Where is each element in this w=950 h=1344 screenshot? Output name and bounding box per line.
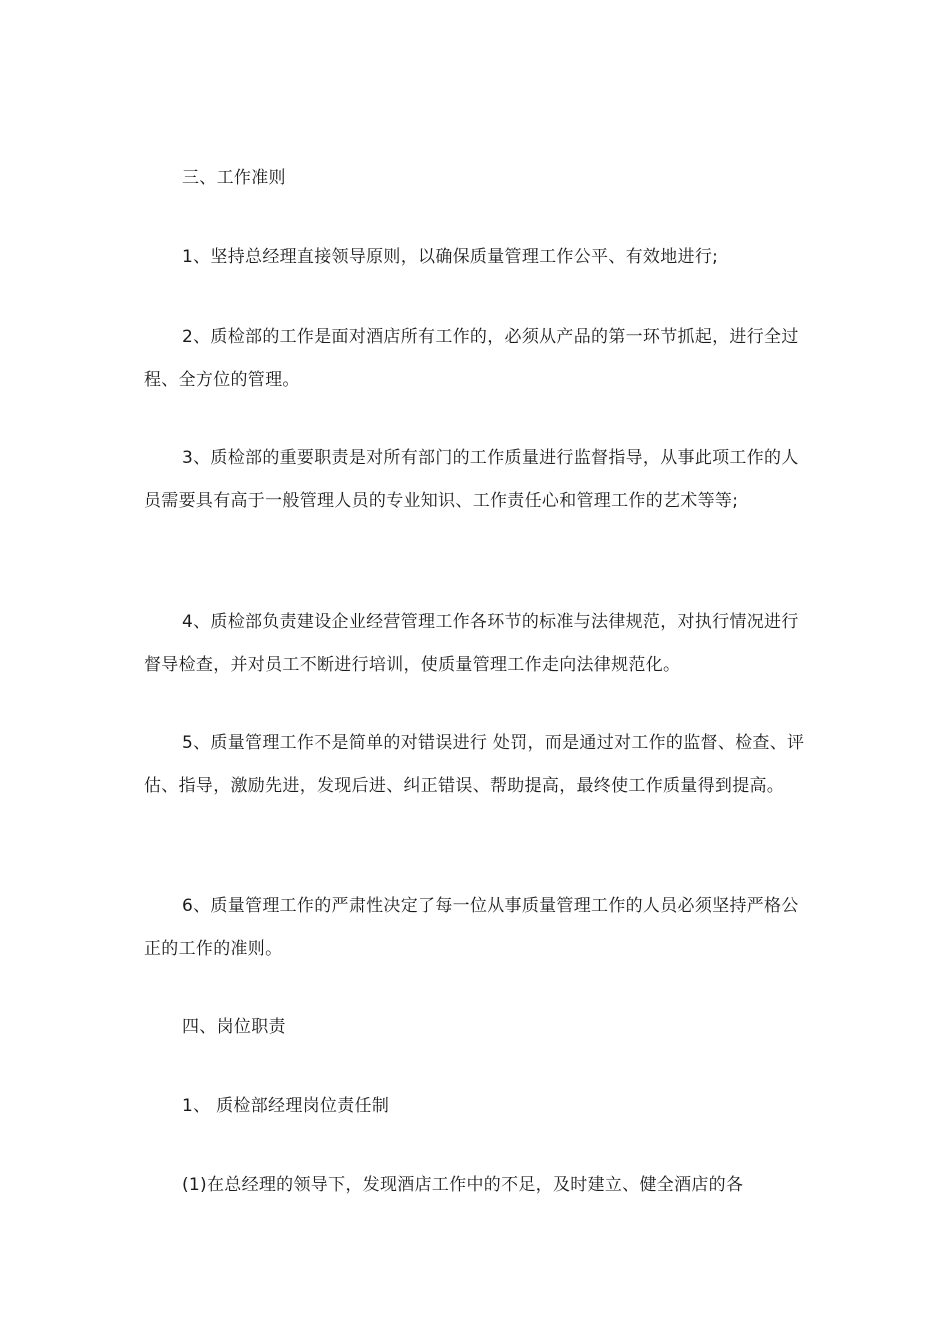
paragraph-5: 5、质量管理工作不是简单的对错误进行 处罚，而是通过对工作的监督、检查、评估、指导，激励先进，发现后进、纠正错误、帮助提高，最终使工作质量得到提高。: [144, 733, 805, 796]
section-heading-work-principles: 三、工作准则: [182, 168, 286, 188]
subsection-heading-manager-duties: 1、 质检部经理岗位责任制: [182, 1096, 390, 1116]
paragraph-duty-1: (1)在总经理的领导下，发现酒店工作中的不足，及时建立、健全酒店的各: [182, 1175, 744, 1195]
paragraph-4: 4、质检部负责建设企业经营管理工作各环节的标准与法律规范，对执行情况进行督导检查，并对员工不断进行培训，使质量管理工作走向法律规范化。: [144, 612, 799, 675]
section-heading-job-duties: 四、岗位职责: [182, 1017, 286, 1037]
paragraph-6: 6、质量管理工作的严肃性决定了每一位从事质量管理工作的人员必须坚持严格公正的工作的准则。: [144, 896, 799, 959]
paragraph-3: 3、质检部的重要职责是对所有部门的工作质量进行监督指导，从事此项工作的人员需要具有高于一般管理人员的专业知识、工作责任心和管理工作的艺术等等;: [144, 448, 799, 511]
paragraph-1: 1、坚持总经理直接领导原则，以确保质量管理工作公平、有效地进行;: [182, 247, 719, 267]
paragraph-2: 2、质检部的工作是面对酒店所有工作的，必须从产品的第一环节抓起，进行全过程、全方位的管理。: [144, 327, 799, 390]
